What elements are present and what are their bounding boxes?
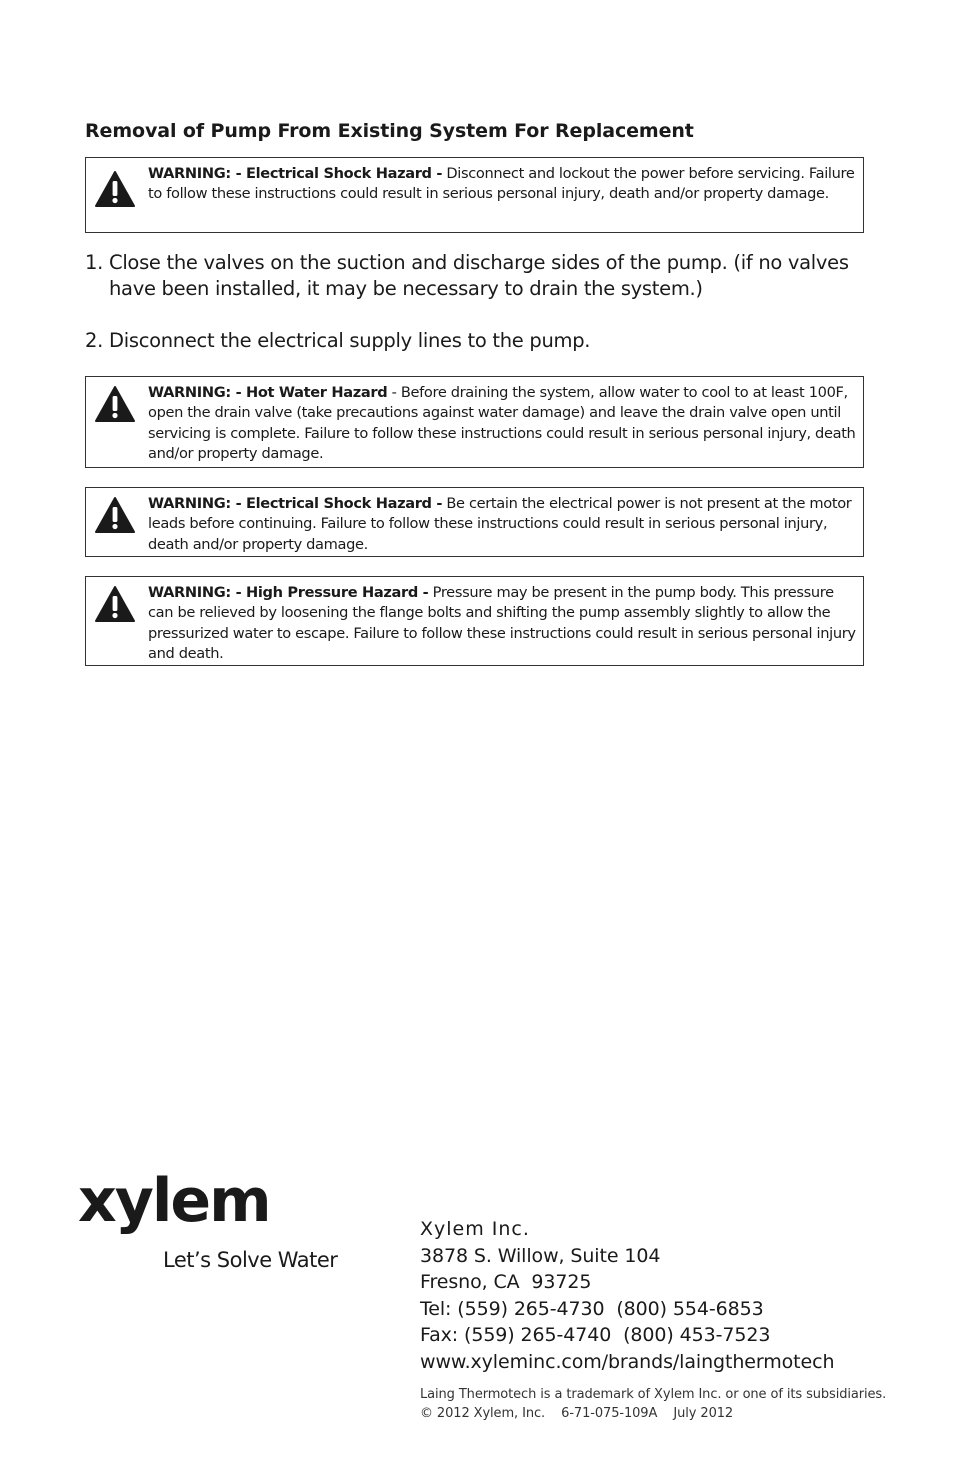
warning-label: WARNING: - Hot Water Hazard	[148, 384, 388, 401]
step-text: Close the valves on the suction and discharge sides of the pump. (if no valves have been installed, it may be necessary to drain the system.)	[109, 251, 849, 300]
contact-block	[420, 1216, 834, 1375]
trademark-notice: Laing Thermotech is a trademark of Xylem Inc. or one of its subsidiaries.	[420, 1387, 887, 1402]
website-link[interactable]: www.xyleminc.com/brands/laingthermotech	[420, 1350, 835, 1373]
warning-triangle-icon	[94, 496, 136, 534]
step-2	[85, 328, 885, 356]
warning-text	[148, 583, 857, 664]
city-state-zip: Fresno, CA 93725	[420, 1271, 592, 1293]
warning-body: - Before draining the system, allow water to cool to at least 100F, open the drain valve (take precautions against water damage) and leave the drain valve open until servicing is complete. Failure to follow these instructions could result in serious personal injury, death and/or property damage.	[148, 384, 856, 462]
step-number: 2.	[85, 329, 104, 352]
warning-box-electrical-2	[85, 487, 864, 557]
warning-text	[148, 383, 857, 464]
section-title: Removal of Pump From Existing System For Replacement	[85, 120, 694, 142]
step-text: Disconnect the electrical supply lines to the pump.	[109, 329, 591, 352]
company-name: Xylem Inc.	[420, 1218, 530, 1240]
warning-body: Be certain the electrical power is not present at the motor leads before continuing. Failure to follow these instructions could result in serious personal injury, death and/or property damage.	[148, 495, 852, 553]
warning-triangle-icon	[94, 170, 136, 208]
warning-box-electrical-1	[85, 157, 864, 233]
logo-tagline: Let’s Solve Water	[163, 1248, 338, 1272]
warning-body: Disconnect and lockout the power before servicing. Failure to follow these instructions could result in serious personal injury, death and/or property damage.	[148, 165, 855, 203]
fax: Fax: (559) 265-4740 (800) 453-7523	[420, 1324, 771, 1346]
warning-label: WARNING: - Electrical Shock Hazard -	[148, 495, 443, 512]
warning-box-hot-water	[85, 376, 864, 468]
street-address: 3878 S. Willow, Suite 104	[420, 1244, 661, 1267]
footer-fine-print	[420, 1385, 886, 1423]
warning-triangle-icon	[94, 385, 136, 423]
warning-label: WARNING: - High Pressure Hazard -	[148, 584, 429, 601]
warning-text	[148, 164, 857, 205]
warning-triangle-icon	[94, 585, 136, 623]
warning-text	[148, 494, 857, 555]
telephone: Tel: (559) 265-4730 (800) 554-6853	[420, 1297, 764, 1320]
warning-label: WARNING: - Electrical Shock Hazard -	[148, 165, 443, 182]
step-number: 1.	[85, 251, 104, 274]
xylem-logo: xylem	[78, 1166, 270, 1236]
warning-box-high-pressure	[85, 576, 864, 666]
warning-body: Pressure may be present in the pump body. This pressure can be relieved by loosening the flange bolts and shifting the pump assembly slightly to allow the pressurized water to escape. Failure to follow these instructions could result in serious personal injury and death.	[148, 584, 856, 662]
copyright-notice: © 2012 Xylem, Inc. 6-71-075-109A July 2012	[420, 1406, 734, 1421]
step-1	[85, 250, 885, 306]
